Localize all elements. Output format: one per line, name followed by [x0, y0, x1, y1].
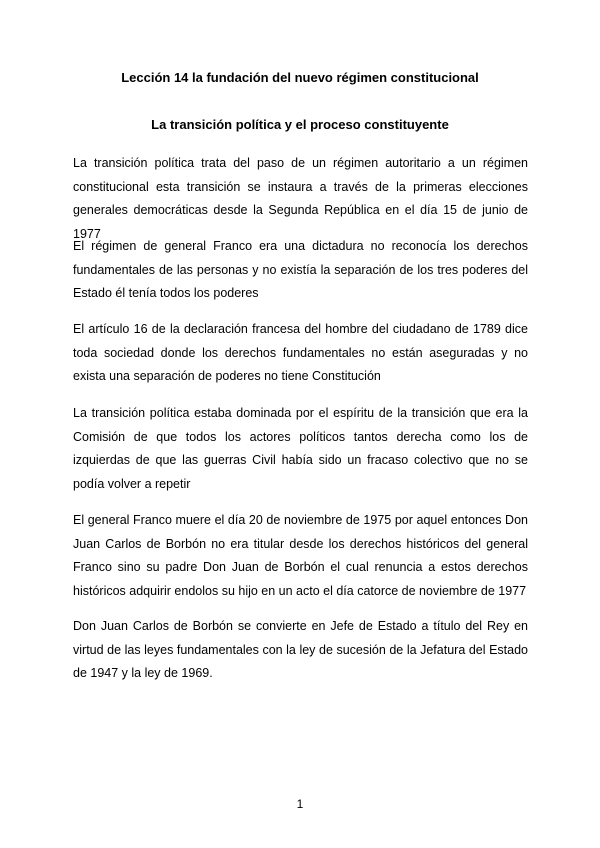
paragraph-1: La transición política trata del paso de un régimen autoritario a un régimen constitucional esta transición se instaura a través de la primeras elecciones generales democráticas desde la Segunda República en el día 15 de junio de 1977	[73, 156, 528, 241]
paragraph-4: La transición política estaba dominada por el espíritu de la transición que era la Comisión de que todos los actores políticos tantos derecha como los de izquierdas de que las guerras Civil había sido un fracaso colectivo que no se podía volver a repetir	[73, 406, 528, 491]
paragraph-3: El artículo 16 de la declaración francesa del hombre del ciudadano de 1789 dice toda sociedad donde los derechos fundamentales no están aseguradas y no exista una separación de poderes no tiene Constitución	[73, 322, 528, 384]
document-title: Lección 14 la fundación del nuevo régimen constitucional	[121, 70, 479, 85]
paragraph-2: El régimen de general Franco era una dictadura no reconocía los derechos fundamentales de las personas y no existía la separación de los tres poderes del Estado él tenía todos los poderes	[73, 239, 528, 301]
page-number: 1	[296, 797, 304, 811]
document-subtitle: La transición política y el proceso constituyente	[151, 117, 449, 132]
paragraph-6: Don Juan Carlos de Borbón se convierte en Jefe de Estado a título del Rey en virtud de las leyes fundamentales con la ley de sucesión de la Jefatura del Estado de 1947 y la ley de 1969.	[73, 619, 528, 681]
paragraph-5: El general Franco muere el día 20 de noviembre de 1975 por aquel entonces Don Juan Carlos de Borbón no era titular desde los derechos históricos del general Franco sino su padre Don Juan de Borbón el cual renuncia a estos derechos históricos adquirir endolos su hijo en un acto el día catorce de noviembre de 1977	[73, 513, 528, 598]
